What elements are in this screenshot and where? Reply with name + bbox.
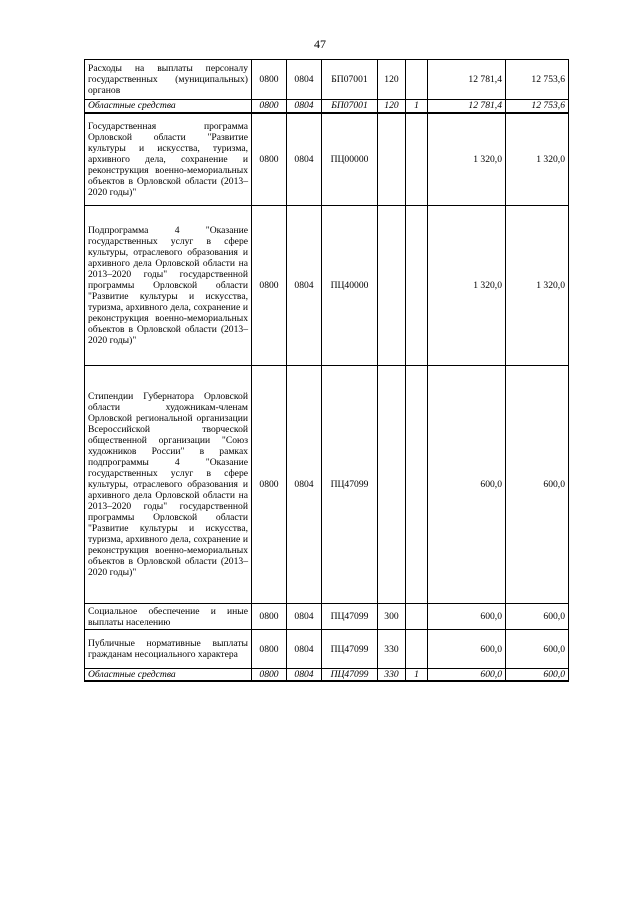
cell-expense-type: 300 <box>378 604 406 630</box>
table-row <box>85 60 569 100</box>
cell-target-article: ПЦ00000 <box>322 113 378 206</box>
cell-expense-type: 120 <box>378 100 406 113</box>
cell-amount-1: 12 781,4 <box>428 60 506 100</box>
cell-amount-2: 1 320,0 <box>506 206 569 366</box>
table-row <box>85 669 569 682</box>
cell-name: Подпрограмма 4 "Оказание государственных услуг в сфере культуры, отраслевого образования и архивного дела Орловской области на 2013–2020 годы" государственной программы Орловской области "Развитие культуры и искусства, туризма, архивного дела, сохранение и реконструкция военно-мемориальных объектов в Орловской области (2013–2020 годы)" <box>85 206 252 366</box>
cell-amount-2: 12 753,6 <box>506 100 569 113</box>
page-number: 47 <box>314 37 326 51</box>
cell-amount-1: 1 320,0 <box>428 206 506 366</box>
cell-source <box>406 60 428 100</box>
cell-target-article: ПЦ40000 <box>322 206 378 366</box>
cell-expense-type <box>378 113 406 206</box>
cell-source <box>406 604 428 630</box>
cell-expense-type <box>378 366 406 604</box>
cell-subsection: 0804 <box>287 206 322 366</box>
table-row <box>85 630 569 669</box>
table-row <box>85 113 569 206</box>
cell-expense-type: 330 <box>378 630 406 669</box>
cell-source <box>406 630 428 669</box>
cell-amount-2: 12 753,6 <box>506 60 569 100</box>
cell-expense-type: 120 <box>378 60 406 100</box>
budget-table <box>84 59 569 682</box>
cell-expense-type: 330 <box>378 669 406 682</box>
cell-amount-2: 600,0 <box>506 630 569 669</box>
cell-name: Расходы на выплаты персоналу государственных (муниципальных) органов <box>85 60 252 100</box>
cell-amount-1: 12 781,4 <box>428 100 506 113</box>
cell-amount-1: 1 320,0 <box>428 113 506 206</box>
cell-section: 0800 <box>252 206 287 366</box>
cell-expense-type <box>378 206 406 366</box>
cell-amount-2: 1 320,0 <box>506 113 569 206</box>
cell-target-article: ПЦ47099 <box>322 669 378 682</box>
cell-source <box>406 206 428 366</box>
cell-subsection: 0804 <box>287 604 322 630</box>
table-row <box>85 206 569 366</box>
cell-section: 0800 <box>252 113 287 206</box>
cell-subsection: 0804 <box>287 669 322 682</box>
cell-amount-1: 600,0 <box>428 630 506 669</box>
cell-amount-2: 600,0 <box>506 604 569 630</box>
cell-name: Публичные нормативные выплаты гражданам несоциального характера <box>85 630 252 669</box>
cell-name: Государственная программа Орловской области "Развитие культуры и искусства, туризма, архивного дела, сохранение и реконструкция военно-мемориальных объектов в Орловской области (2013–2020 годы)" <box>85 113 252 206</box>
cell-section: 0800 <box>252 669 287 682</box>
cell-subsection: 0804 <box>287 60 322 100</box>
cell-subsection: 0804 <box>287 630 322 669</box>
cell-name: Областные средства <box>85 100 252 113</box>
cell-amount-2: 600,0 <box>506 366 569 604</box>
table-row <box>85 366 569 604</box>
cell-subsection: 0804 <box>287 100 322 113</box>
cell-source: 1 <box>406 669 428 682</box>
cell-target-article: ПЦ47099 <box>322 630 378 669</box>
cell-subsection: 0804 <box>287 113 322 206</box>
cell-section: 0800 <box>252 60 287 100</box>
cell-section: 0800 <box>252 630 287 669</box>
cell-source: 1 <box>406 100 428 113</box>
cell-target-article: ПЦ47099 <box>322 366 378 604</box>
cell-section: 0800 <box>252 100 287 113</box>
cell-amount-1: 600,0 <box>428 604 506 630</box>
cell-name: Социальное обеспечение и иные выплаты населению <box>85 604 252 630</box>
cell-subsection: 0804 <box>287 366 322 604</box>
cell-amount-1: 600,0 <box>428 366 506 604</box>
table-row <box>85 604 569 630</box>
cell-target-article: ПЦ47099 <box>322 604 378 630</box>
cell-source <box>406 113 428 206</box>
cell-name: Областные средства <box>85 669 252 682</box>
cell-target-article: БП07001 <box>322 100 378 113</box>
cell-amount-2: 600,0 <box>506 669 569 682</box>
cell-section: 0800 <box>252 366 287 604</box>
cell-source <box>406 366 428 604</box>
table-row <box>85 100 569 113</box>
cell-section: 0800 <box>252 604 287 630</box>
cell-amount-1: 600,0 <box>428 669 506 682</box>
cell-target-article: БП07001 <box>322 60 378 100</box>
cell-name: Стипендии Губернатора Орловской области художникам-членам Орловской региональной организации Всероссийской творческой общественной организации "Союз художников России" в рамках подпрограммы 4 "Оказание государственных услуг в сфере культуры, отраслевого образования и архивного дела Орловской области на 2013–2020 годы" государственной программы Орловской области "Развитие культуры и искусства, туризма, архивного дела, сохранение и реконструкция военно-мемориальных объектов в Орловской области (2013–2020 годы)" <box>85 366 252 604</box>
